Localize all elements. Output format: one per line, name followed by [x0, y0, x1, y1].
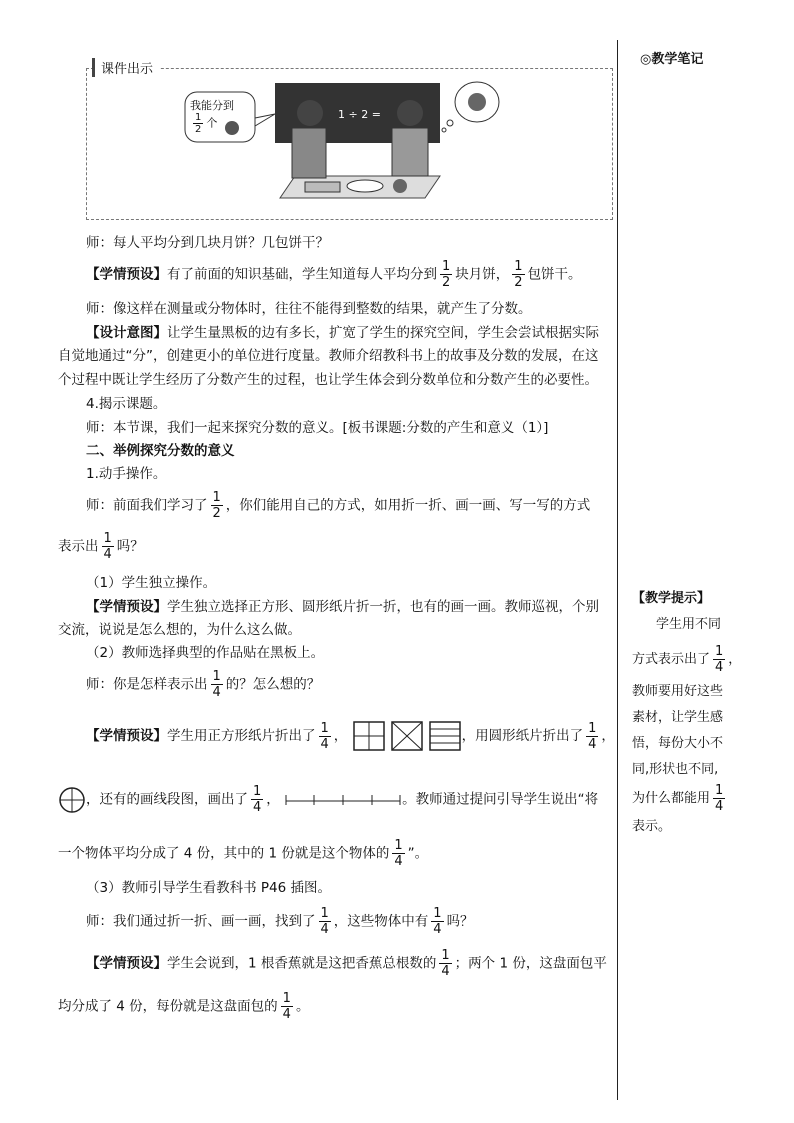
paragraph: 【学情预设】学生用正方形纸片折出了 $\frac{1}{4}$ ， ，用圆形纸片折出了 $\frac{1}{4}$ ，: [86, 720, 615, 752]
teaching-tip: 【教学提示】 学生用不同 方式表示出了 $\frac{1}{4}$ ， 教师要用好这些 素材，让学生感 悟，每份大小不 同,形状也不同, 为什么都能用 $\frac{1}{4}$ 表示。: [632, 591, 742, 834]
paragraph: 表示出 $\frac{1}{4}$ 吗？: [58, 531, 144, 562]
paragraph: 【学情预设】学生独立选择正方形、圆形纸片折一折，也有的画一画。教师巡视，个别: [86, 599, 599, 615]
paragraph: 师：我们通过折一折、画一画，找到了 $\frac{1}{4}$ ，这些物体中有 $\frac{1}{4}$ 吗？: [86, 906, 474, 937]
paragraph: 一个物体平均分成了 4 份，其中的 1 份就是这个物体的 $\frac{1}{4}$ ”。: [58, 838, 429, 869]
paragraph: 个过程中既让学生经历了分数产生的过程，也让学生体会到分数单位和分数产生的必要性。: [58, 372, 598, 388]
paragraph: 自觉地通过“分”，创建更小的单位进行度量。教师介绍教科书上的故事及分数的发展，在这: [58, 348, 599, 364]
margin-divider: [617, 40, 618, 1100]
bubble-suffix: 个: [206, 116, 218, 130]
courseware-tab: 课件出示: [92, 58, 159, 77]
paragraph: ，还有的画线段图，画出了 $\frac{1}{4}$ ， 。教师通过提问引导学生说出“将: [58, 784, 598, 815]
section-heading: 二、举例探究分数的意义: [86, 443, 235, 459]
paragraph: 【学情预设】有了前面的知识基础，学生知道每人平均分到 $\frac{1}{2}$ 块月饼， $\frac{1}{2}$ 包饼干。: [86, 259, 582, 290]
paragraph: （3）教师引导学生看教科书 P46 插图。: [86, 880, 331, 896]
paragraph: 1.动手操作。: [86, 466, 167, 482]
paragraph: 4.揭示课题。: [86, 396, 167, 412]
bubble-text: 我能分到: [190, 99, 234, 112]
paragraph: 师：你是怎样表示出 $\frac{1}{4}$ 的？怎么想的？: [86, 669, 321, 700]
paragraph: （2）教师选择典型的作品贴在黑板上。: [86, 645, 325, 661]
paragraph: 交流，说说是怎么想的，为什么这么做。: [58, 622, 301, 638]
line-segment-figure: [284, 793, 402, 807]
tomato-icon: [468, 93, 486, 111]
circle-fold-figure: [58, 786, 86, 814]
paragraph: 【设计意图】让学生量黑板的边有多长，扩宽了学生的探究空间，学生会尝试根据实际: [86, 325, 599, 341]
paragraph: 均分成了 4 份，每份就是这盘面包的 $\frac{1}{4}$ 。: [58, 991, 310, 1022]
paragraph: （1）学生独立操作。: [86, 575, 217, 591]
tomato-icon: [225, 121, 239, 135]
paragraph: 师：本节课，我们一起来探究分数的意义。[板书课题:分数的产生和意义（1）]: [86, 420, 549, 436]
paragraph: 师：像这样在测量或分物体时，往往不能得到整数的结果，就产生了分数。: [86, 301, 532, 317]
paragraph: 师：每人平均分到几块月饼？几包饼干？: [86, 235, 329, 251]
blackboard-text: 1 ÷ 2 =: [338, 108, 381, 121]
paragraph: 师：前面我们学习了 $\frac{1}{2}$ ，你们能用自己的方式，如用折一折、画一画、写一写的方式: [86, 490, 591, 521]
notes-title: ◎教学笔记: [640, 52, 704, 67]
paragraph: 【学情预设】学生会说到，1 根香蕉就是这把香蕉总根数的 $\frac{1}{4}$ ；两个 1 份，这盘面包平: [86, 948, 607, 979]
square-fold-figures: [352, 720, 462, 752]
